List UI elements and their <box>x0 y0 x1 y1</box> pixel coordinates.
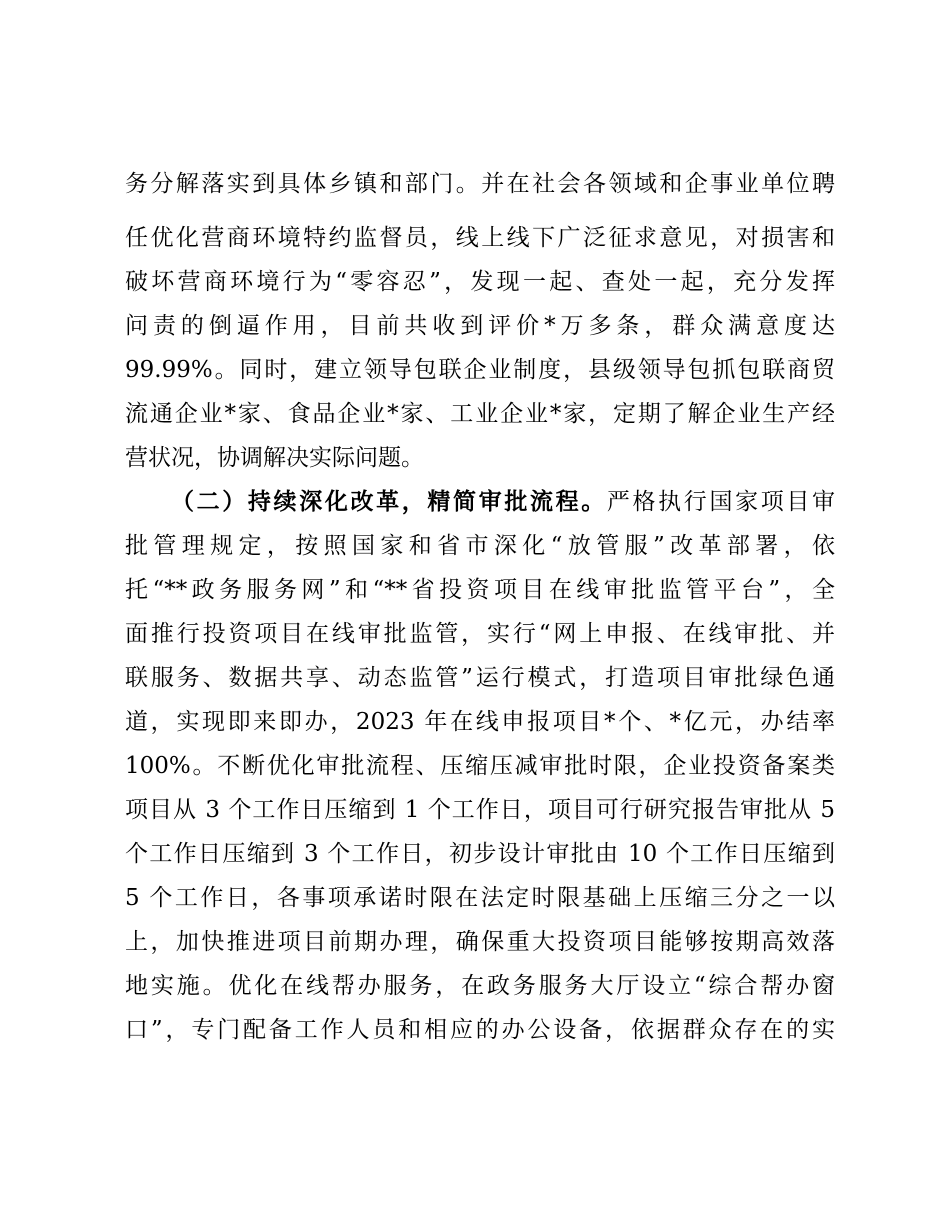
paragraph-1-line-6: 流通企业*家、食品企业*家、工业企业*家，定期了解企业生产经 <box>125 401 835 427</box>
paragraph-1-line-4: 问责的倒逼作用，目前共收到评价*万多条，群众满意度达 <box>125 313 835 339</box>
paragraph-2-line-3: 托“**政务服务网”和“**省投资项目在线审批监管平台”，全 <box>125 577 835 603</box>
paragraph-2-line-2: 批管理规定，按照国家和省市深化“放管服”改革部署，依 <box>125 533 835 559</box>
paragraph-1-line-2: 任优化营商环境特约监督员，线上线下广泛征求意见，对损害和 <box>125 225 835 251</box>
paragraph-2-line-1-text: 严格执行国家项目审 <box>606 489 836 515</box>
paragraph-2-line-6: 道，实现即来即办，2023 年在线申报项目*个、*亿元，办结率 <box>125 709 835 735</box>
paragraph-1-line-3: 破坏营商环境行为“零容忍”，发现一起、查处一起，充分发挥 <box>125 269 835 295</box>
paragraph-1-line-7: 营状况，协调解决实际问题。 <box>125 445 424 471</box>
paragraph-2-line-12: 地实施。优化在线帮办服务，在政务服务大厅设立“综合帮办窗 <box>125 973 835 999</box>
paragraph-2-line-8: 项目从 3 个工作日压缩到 1 个工作日，项目可行研究报告审批从 5 <box>125 797 835 823</box>
paragraph-2-line-10: 5 个工作日，各事项承诺时限在法定时限基础上压缩三分之一以 <box>125 885 835 911</box>
paragraph-2-line-7: 100%。不断优化审批流程、压缩压减审批时限，企业投资备案类 <box>125 753 835 779</box>
paragraph-2-line-4: 面推行投资项目在线审批监管，实行“网上申报、在线审批、并 <box>125 621 835 647</box>
paragraph-2-first-line <box>171 485 835 519</box>
section-heading: （二）持续深化改革，精简审批流程。 <box>171 488 607 515</box>
paragraph-2-line-9: 个工作日压缩到 3 个工作日，初步设计审批由 10 个工作日压缩到 <box>125 841 835 867</box>
paragraph-2-line-11: 上，加快推进项目前期办理，确保重大投资项目能够按期高效落 <box>125 929 835 955</box>
paragraph-1-line-5: 99.99%。同时，建立领导包联企业制度，县级领导包抓包联商贸 <box>125 357 835 383</box>
paragraph-2-line-13: 口”，专门配备工作人员和相应的办公设备，依据群众存在的实 <box>125 1017 835 1043</box>
paragraph-2-line-5: 联服务、数据共享、动态监管”运行模式，打造项目审批绿色通 <box>125 665 835 691</box>
paragraph-1-line-1: 务分解落实到具体乡镇和部门。并在社会各领域和企事业单位聘 <box>125 171 835 197</box>
